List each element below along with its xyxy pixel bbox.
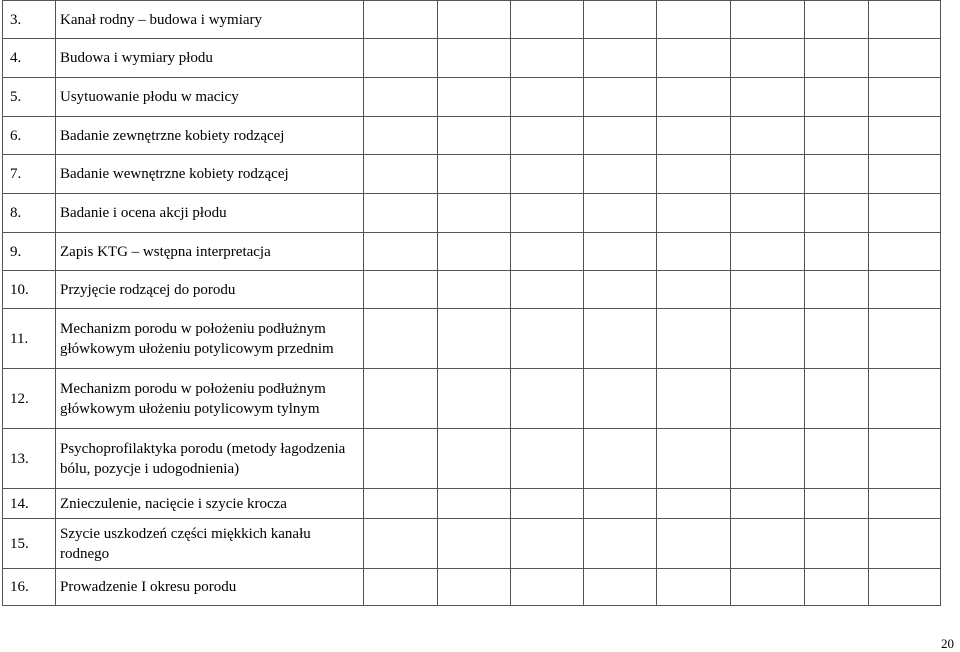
empty-cell: [584, 569, 657, 606]
empty-cell: [364, 309, 438, 369]
empty-cell: [438, 489, 511, 519]
empty-cell: [869, 1, 941, 39]
empty-cell: [511, 78, 584, 117]
empty-cell: [869, 117, 941, 155]
table-row: [3, 78, 941, 117]
empty-cell: [805, 271, 869, 309]
empty-cell: [731, 519, 805, 569]
empty-cell: [438, 233, 511, 271]
empty-cell: [657, 369, 731, 429]
empty-cell: [438, 155, 511, 194]
empty-cell: [731, 39, 805, 78]
empty-cell: [657, 1, 731, 39]
empty-cell: [805, 233, 869, 271]
table-row: [3, 429, 941, 489]
practice-table: [2, 0, 941, 606]
empty-cell: [731, 155, 805, 194]
table-body: [3, 1, 941, 606]
empty-cell: [731, 194, 805, 233]
empty-cell: [584, 155, 657, 194]
empty-cell: [511, 155, 584, 194]
empty-cell: [869, 78, 941, 117]
empty-cell: [511, 429, 584, 489]
empty-cell: [584, 78, 657, 117]
empty-cell: [511, 1, 584, 39]
empty-cell: [364, 1, 438, 39]
empty-cell: [869, 519, 941, 569]
table-row: [3, 233, 941, 271]
empty-cell: [364, 271, 438, 309]
empty-cell: [584, 117, 657, 155]
empty-cell: [657, 429, 731, 489]
row-number: 11.: [3, 309, 56, 369]
row-number: 16.: [3, 569, 56, 606]
empty-cell: [869, 194, 941, 233]
row-number: 5.: [3, 78, 56, 117]
empty-cell: [438, 429, 511, 489]
empty-cell: [511, 194, 584, 233]
empty-cell: [731, 233, 805, 271]
empty-cell: [364, 233, 438, 271]
row-topic: Szycie uszkodzeń części miękkich kanału rodnego: [56, 519, 364, 569]
empty-cell: [364, 117, 438, 155]
empty-cell: [805, 569, 869, 606]
empty-cell: [657, 155, 731, 194]
row-number: 4.: [3, 39, 56, 78]
empty-cell: [364, 519, 438, 569]
empty-cell: [438, 271, 511, 309]
empty-cell: [438, 194, 511, 233]
empty-cell: [805, 309, 869, 369]
row-topic: Zapis KTG – wstępna interpretacja: [56, 233, 364, 271]
empty-cell: [731, 569, 805, 606]
empty-cell: [805, 155, 869, 194]
empty-cell: [364, 489, 438, 519]
table-row: [3, 369, 941, 429]
empty-cell: [584, 519, 657, 569]
row-number: 14.: [3, 489, 56, 519]
empty-cell: [805, 519, 869, 569]
empty-cell: [869, 569, 941, 606]
row-topic: Mechanizm porodu w położeniu podłużnym główkowym ułożeniu potylicowym tylnym: [56, 369, 364, 429]
empty-cell: [805, 78, 869, 117]
empty-cell: [869, 155, 941, 194]
table-row: [3, 39, 941, 78]
empty-cell: [584, 369, 657, 429]
table-row: [3, 155, 941, 194]
page-number: 20: [941, 636, 954, 651]
empty-cell: [364, 78, 438, 117]
empty-cell: [438, 309, 511, 369]
empty-cell: [869, 309, 941, 369]
empty-cell: [584, 194, 657, 233]
row-topic: Prowadzenie I okresu porodu: [56, 569, 364, 606]
empty-cell: [438, 569, 511, 606]
empty-cell: [584, 309, 657, 369]
empty-cell: [511, 39, 584, 78]
row-topic: Przyjęcie rodzącej do porodu: [56, 271, 364, 309]
empty-cell: [869, 233, 941, 271]
empty-cell: [869, 271, 941, 309]
empty-cell: [731, 78, 805, 117]
empty-cell: [584, 271, 657, 309]
empty-cell: [805, 1, 869, 39]
empty-cell: [438, 117, 511, 155]
empty-cell: [511, 271, 584, 309]
empty-cell: [805, 194, 869, 233]
row-number: 3.: [3, 1, 56, 39]
empty-cell: [869, 369, 941, 429]
empty-cell: [438, 39, 511, 78]
empty-cell: [511, 369, 584, 429]
row-topic: Znieczulenie, nacięcie i szycie krocza: [56, 489, 364, 519]
empty-cell: [511, 233, 584, 271]
empty-cell: [731, 309, 805, 369]
empty-cell: [869, 429, 941, 489]
empty-cell: [805, 489, 869, 519]
empty-cell: [657, 117, 731, 155]
row-number: 7.: [3, 155, 56, 194]
empty-cell: [657, 78, 731, 117]
empty-cell: [869, 39, 941, 78]
row-number: 10.: [3, 271, 56, 309]
empty-cell: [438, 519, 511, 569]
row-topic: Psychoprofilaktyka porodu (metody łagodzenia bólu, pozycje i udogodnienia): [56, 429, 364, 489]
row-number: 8.: [3, 194, 56, 233]
row-number: 15.: [3, 519, 56, 569]
row-topic: Budowa i wymiary płodu: [56, 39, 364, 78]
row-number: 13.: [3, 429, 56, 489]
empty-cell: [657, 309, 731, 369]
table-row: [3, 271, 941, 309]
empty-cell: [438, 78, 511, 117]
empty-cell: [657, 233, 731, 271]
empty-cell: [511, 489, 584, 519]
row-topic: Badanie wewnętrzne kobiety rodzącej: [56, 155, 364, 194]
table-row: [3, 117, 941, 155]
empty-cell: [364, 39, 438, 78]
empty-cell: [364, 369, 438, 429]
empty-cell: [584, 39, 657, 78]
row-topic: Mechanizm porodu w położeniu podłużnym główkowym ułożeniu potylicowym przednim: [56, 309, 364, 369]
empty-cell: [869, 489, 941, 519]
empty-cell: [805, 117, 869, 155]
row-topic: Badanie i ocena akcji płodu: [56, 194, 364, 233]
empty-cell: [364, 429, 438, 489]
row-topic: Kanał rodny – budowa i wymiary: [56, 1, 364, 39]
table-row: [3, 489, 941, 519]
empty-cell: [657, 489, 731, 519]
empty-cell: [364, 194, 438, 233]
empty-cell: [805, 39, 869, 78]
empty-cell: [731, 117, 805, 155]
empty-cell: [438, 369, 511, 429]
empty-cell: [584, 429, 657, 489]
table-row: [3, 1, 941, 39]
row-number: 12.: [3, 369, 56, 429]
empty-cell: [584, 1, 657, 39]
empty-cell: [511, 569, 584, 606]
empty-cell: [438, 1, 511, 39]
empty-cell: [657, 39, 731, 78]
empty-cell: [511, 309, 584, 369]
table-row: [3, 309, 941, 369]
empty-cell: [657, 519, 731, 569]
empty-cell: [731, 369, 805, 429]
empty-cell: [511, 519, 584, 569]
empty-cell: [731, 271, 805, 309]
empty-cell: [731, 1, 805, 39]
table-row: [3, 519, 941, 569]
empty-cell: [731, 489, 805, 519]
row-number: 6.: [3, 117, 56, 155]
empty-cell: [657, 194, 731, 233]
row-topic: Usytuowanie płodu w macicy: [56, 78, 364, 117]
empty-cell: [805, 429, 869, 489]
empty-cell: [657, 271, 731, 309]
empty-cell: [364, 155, 438, 194]
empty-cell: [805, 369, 869, 429]
row-number: 9.: [3, 233, 56, 271]
empty-cell: [657, 569, 731, 606]
empty-cell: [584, 489, 657, 519]
empty-cell: [731, 429, 805, 489]
table-row: [3, 569, 941, 606]
row-topic: Badanie zewnętrzne kobiety rodzącej: [56, 117, 364, 155]
empty-cell: [584, 233, 657, 271]
empty-cell: [364, 569, 438, 606]
table-row: [3, 194, 941, 233]
empty-cell: [511, 117, 584, 155]
